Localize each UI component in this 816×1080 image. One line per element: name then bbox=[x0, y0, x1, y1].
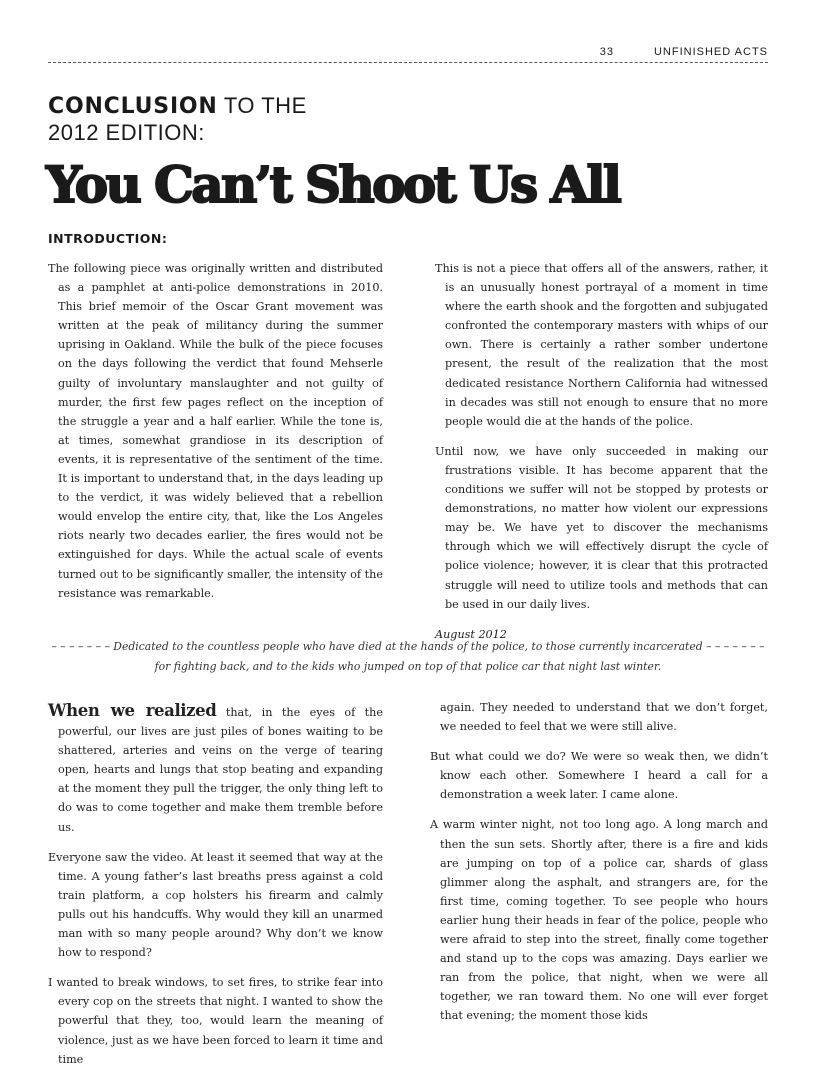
dedication-line-2: for fighting back, and to the kids who jumped on top of that police car that night last winter. bbox=[154, 660, 662, 673]
page-number: 33 bbox=[599, 46, 614, 58]
main-left-column bbox=[48, 701, 383, 1080]
conclusion-label: CONCLUSION bbox=[48, 94, 218, 119]
dedication-dashes-left: – – – – – – – bbox=[51, 640, 110, 653]
paragraph-continued: again. They needed to understand that we don’t forget, we needed to feel that we were still alive. bbox=[440, 701, 768, 734]
main-right-column bbox=[430, 698, 768, 1037]
paragraph: The following piece was originally written and distributed as a pamphlet at anti-police demonstrations in 2010. This brief memoir of the Oscar Grant movement was written at the peak of militancy during the summer uprising in Oakland. While the bulk of the piece focuses on the days following the verdict that found Mehserle guilty of involuntary manslaughter and not guilty of murder, the first few pages reflect on the inception of the struggle a year and a half earlier. While the tone is, at times, somewhat grandiose in its description of events, it is representative of the sentiment of the time. It is important to understand that, in the days leading up to the verdict, it was widely believed that a rebellion would envelop the entire city, that, like the Los Angeles riots nearly two decades earlier, the fires would not be extinguished for days. While the actual scale of events turned out to be significantly smaller, the intensity of the resistance was remarkable. bbox=[48, 262, 383, 600]
paragraph: But what could we do? We were so weak then, we didn’t know each other. Somewhere I heard a call for a demonstration a week later. I came alone. bbox=[430, 750, 768, 802]
intro-right-column bbox=[435, 259, 768, 644]
dedication-line-1: Dedicated to the countless people who have died at the hands of the police, to those currently incarcerated bbox=[113, 640, 703, 653]
paragraph: A warm winter night, not too long ago. A long march and then the sun sets. Shortly after, there is a fire and kids are jumping on top of a police car, shards of glass glimmer along the asphalt, and strangers are, for the first time, coming together. To see people who hours earlier hung their heads in fear of the police, people who were afraid to step into the street, finally come together and stand up to the cops was amazing. Days earlier we ran from the police, that night, when we were all together, we ran toward them. No one will ever forget that evening; the moment those kids bbox=[430, 818, 768, 1023]
book-title: UNFINISHED ACTS bbox=[653, 46, 768, 58]
intro-left-column bbox=[48, 259, 383, 614]
running-header bbox=[48, 46, 768, 58]
header-divider bbox=[48, 62, 768, 63]
section-title bbox=[48, 93, 307, 146]
conclusion-rest: TO THE bbox=[217, 93, 307, 118]
paragraph: Everyone saw the video. At least it seemed that way at the time. A young father’s last breaths press against a cold train platform, a cop holsters his firearm and calmly pulls out his handcuffs. Why would they kill an unarmed man with so many people around? Why don’t we know how to respond? bbox=[48, 850, 383, 960]
paragraph bbox=[48, 701, 383, 837]
paragraph: I wanted to break windows, to set fires, to strike fear into every cop on the streets that night. I wanted to show the powerful that they, too, would learn the meaning of violence, just as we have been forced to learn it time and time bbox=[48, 976, 383, 1066]
dedication-dashes-right: – – – – – – – bbox=[706, 640, 765, 653]
paragraph: This is not a piece that offers all of the answers, rather, it is an unusually honest portrayal of a moment in time where the earth shook and the forgotten and subjugated confronted the contemporary masters with whips of our own. There is certainly a rather somber undertone present, the result of the realization that the most dedicated resistance Northern California had witnessed in decades was still not enough to ensure that no more people would die at the hands of the police. bbox=[435, 262, 768, 428]
introduction-heading: INTRODUCTION: bbox=[48, 231, 168, 246]
dedication bbox=[48, 637, 768, 677]
page-title: You Can’t Shoot Us All bbox=[46, 155, 620, 214]
paragraph: Until now, we have only succeeded in making our frustrations visible. It has become apparent that the conditions we suffer will not be stopped by protests or demonstrations, no matter how violent our expressions may be. We have yet to discover the mechanisms through which we will effectively disrupt the cycle of police violence; however, it is clear that this protracted struggle will need to utilize tools and methods that can be used in our daily lives. bbox=[435, 444, 768, 611]
edition-label: 2012 EDITION: bbox=[48, 120, 205, 145]
lead-in: When we realized bbox=[48, 701, 217, 720]
paragraph-text: that, in the eyes of the powerful, our lives are just piles of bones waiting to be shattered, arteries and veins on the verge of tearing open, hearts and lungs that stop beating and expanding at the moment they pull the trigger, the only thing left to do was to come together and make them tremble before us. bbox=[58, 706, 383, 834]
date-line: August 2012 bbox=[435, 627, 507, 641]
